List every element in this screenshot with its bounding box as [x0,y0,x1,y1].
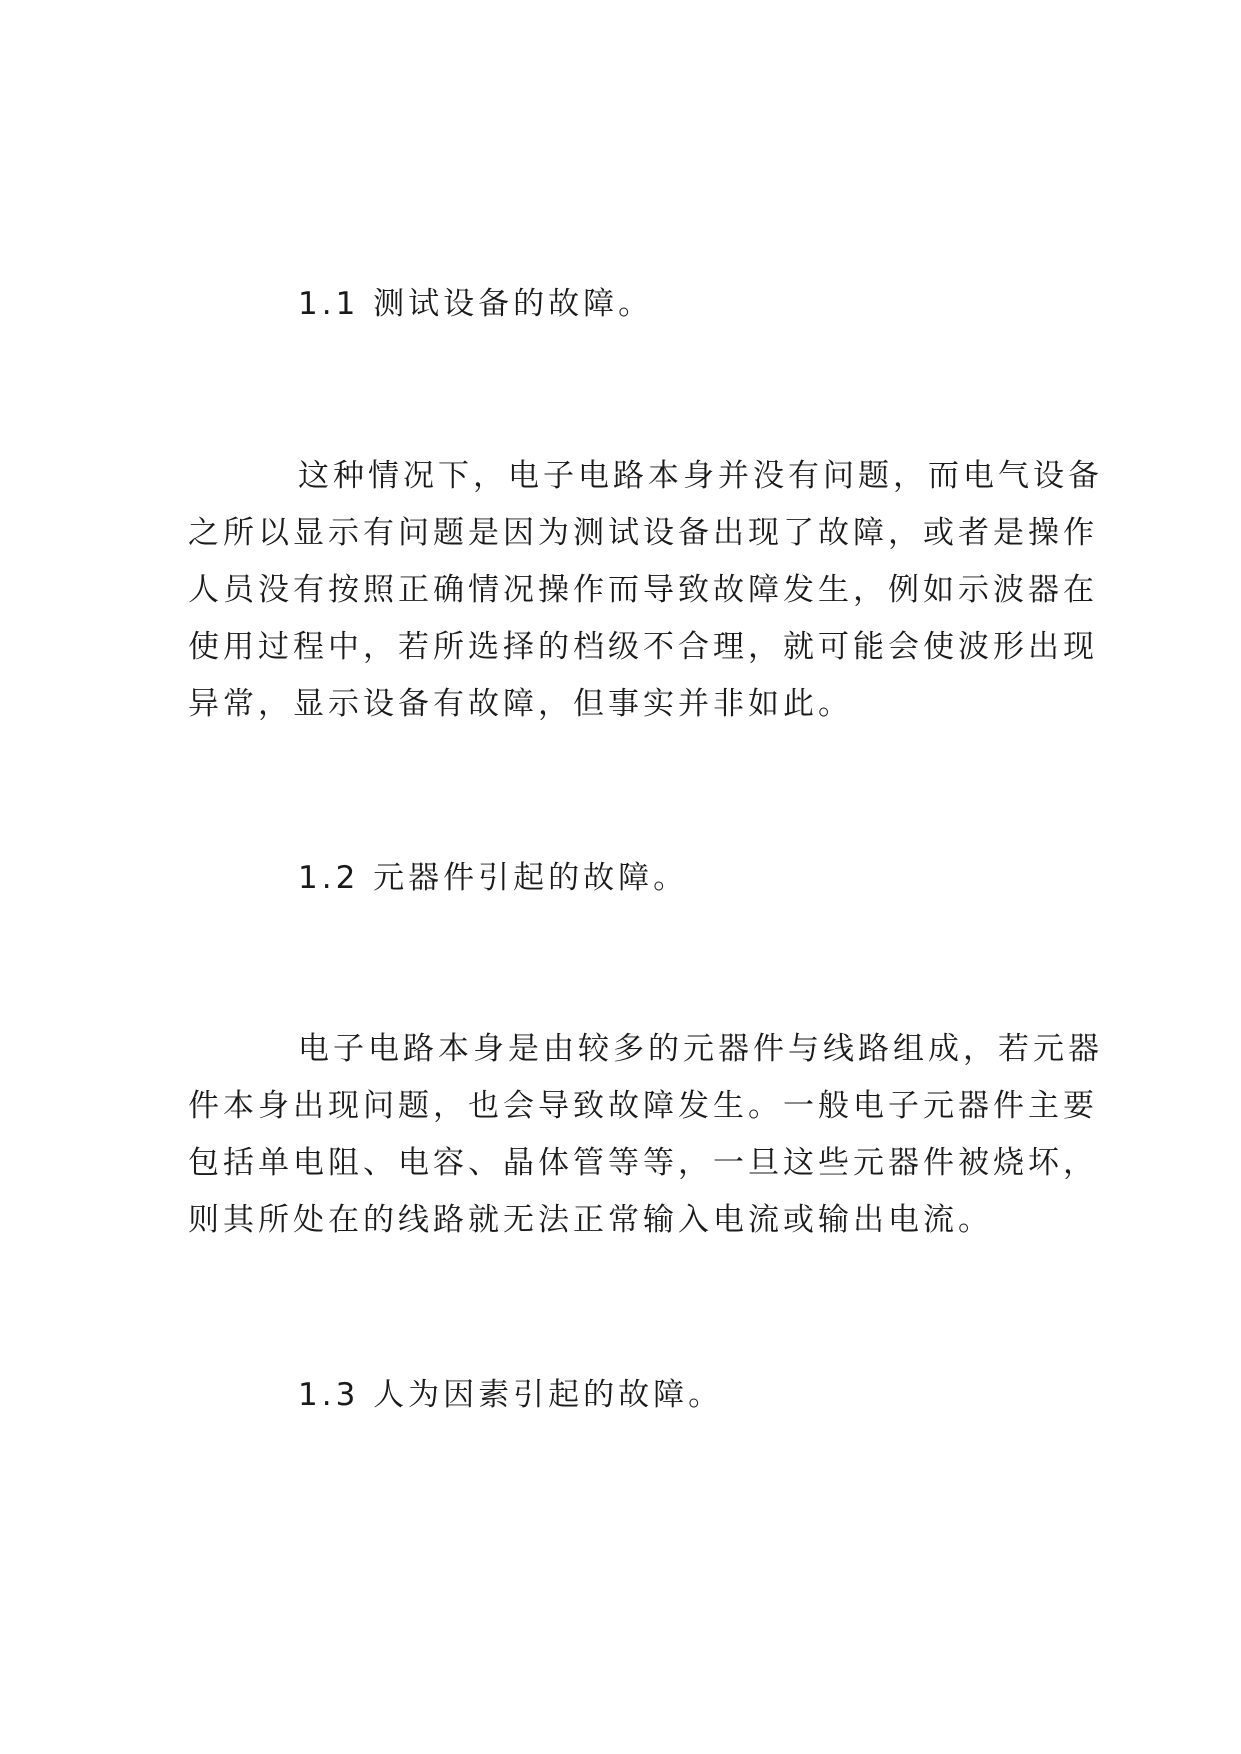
paragraph-line: 使用过程中，若所选择的档级不合理，就可能会使波形出现 [188,629,1098,665]
paragraph-line: 件本身出现问题，也会导致故障发生。一般电子元器件主要 [188,1088,1098,1124]
paragraph-line: 则其所处在的线路就无法正常输入电流或输出电流。 [188,1202,993,1238]
paragraph-line: 包括单电阻、电容、晶体管等等，一旦这些元器件被烧坏， [188,1145,1098,1181]
section-heading-1-1: 1.1 测试设备的故障。 [298,286,654,322]
paragraph-line: 电子电路本身是由较多的元器件与线路组成，若元器 [298,1031,1103,1067]
section-heading-1-3: 1.3 人为因素引起的故障。 [298,1377,724,1413]
paragraph-line: 这种情况下，电子电路本身并没有问题，而电气设备 [298,458,1103,494]
paragraph-line: 异常，显示设备有故障，但事实并非如此。 [188,686,853,722]
paragraph-line: 之所以显示有问题是因为测试设备出现了故障，或者是操作 [188,515,1098,551]
paragraph-line: 人员没有按照正确情况操作而导致故障发生，例如示波器在 [188,572,1098,608]
section-heading-1-2: 1.2 元器件引起的故障。 [298,860,689,896]
